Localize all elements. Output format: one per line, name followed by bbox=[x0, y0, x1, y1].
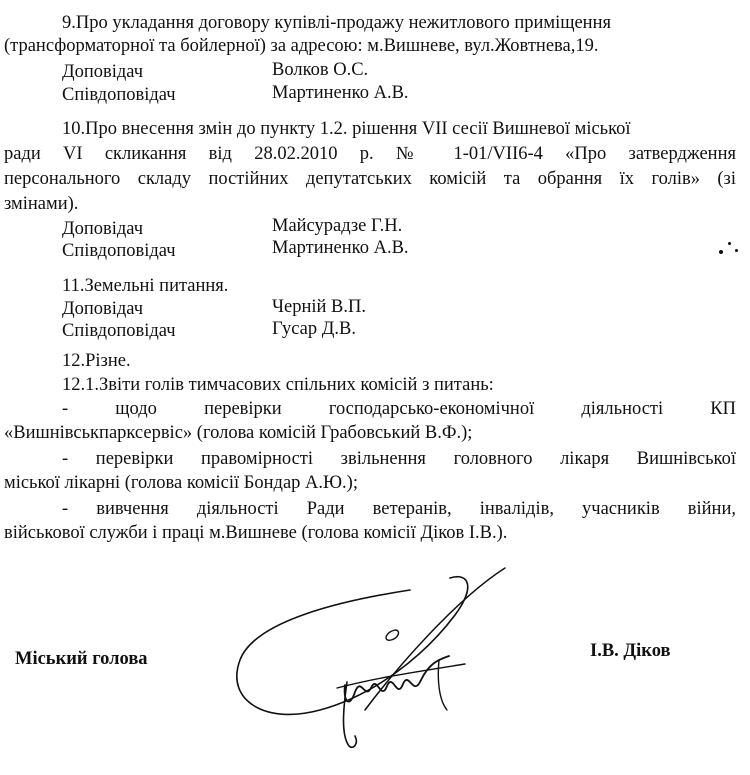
item-10-title-line-2: ради VI скликання від 28.02.2010 р. № 1-01/VII6-4 «Про затвердження bbox=[4, 144, 736, 164]
item-11-title: 11.Земельні питання. bbox=[62, 276, 229, 296]
bullet-2-line-1: - перевірки правомірності звільнення головного лікаря Вишнівської bbox=[62, 449, 736, 469]
signatory-name: І.В. Діков bbox=[590, 641, 671, 661]
scan-speck bbox=[719, 250, 723, 254]
item-10-rapporteur-label: Доповідач bbox=[62, 219, 144, 239]
item-10-corapporteur-label: Співдоповідач bbox=[62, 241, 176, 261]
item-9-title-line-2: (трансформаторної та бойлерної) за адресою: м.Вишневе, вул.Жовтнева,19. bbox=[4, 36, 599, 56]
item-10-title-line-4: змінами). bbox=[4, 194, 79, 214]
item-9-rapporteur: Волков О.С. bbox=[272, 60, 369, 80]
item-11-rapporteur-label: Доповідач bbox=[62, 299, 144, 319]
item-10-rapporteur: Майсурадзе Г.Н. bbox=[272, 216, 403, 236]
item-12-title: 12.Різне. bbox=[62, 351, 131, 371]
item-9-corapporteur-label: Співдоповідач bbox=[62, 85, 176, 105]
scan-speck bbox=[728, 242, 731, 245]
item-10-corapporteur: Мартиненко А.В. bbox=[272, 238, 409, 258]
bullet-2-line-2: міської лікарні (голова комісії Бондар А.Ю.); bbox=[4, 473, 358, 493]
bullet-1-line-2: «Вишнівськпарксервіс» (голова комісій Грабовський В.Ф.); bbox=[4, 423, 473, 443]
item-11-corapporteur: Гусар Д.В. bbox=[272, 319, 356, 339]
signatory-position: Міський голова bbox=[15, 649, 148, 669]
item-9-corapporteur: Мартиненко А.В. bbox=[272, 83, 409, 103]
item-11-corapporteur-label: Співдоповідач bbox=[62, 321, 176, 341]
item-12-1-title: 12.1.Звіти голів тимчасових спільних комісій з питань: bbox=[62, 375, 494, 395]
item-9-title-line-1: 9.Про укладання договору купівлі-продажу нежитлового приміщення bbox=[62, 13, 611, 33]
item-10-title-line-3: персонального складу постійних депутатських комісій та обрання їх голів» (зі bbox=[4, 169, 736, 189]
bullet-1-line-1: - щодо перевірки господарсько-економічної діяльності КП bbox=[62, 399, 736, 419]
item-9-rapporteur-label: Доповідач bbox=[62, 62, 144, 82]
item-10-title-line-1: 10.Про внесення змін до пункту 1.2. рішення VII сесії Вишневої міської bbox=[62, 119, 631, 139]
item-11-rapporteur: Черній В.П. bbox=[272, 297, 366, 317]
scan-speck bbox=[735, 249, 738, 252]
bullet-3-line-2: військової служби і праці м.Вишневе (голова комісії Діков І.В.). bbox=[4, 523, 508, 543]
handwritten-signature bbox=[225, 560, 515, 765]
bullet-3-line-1: - вивчення діяльності Ради ветеранів, інвалідів, учасників війни, bbox=[62, 499, 736, 519]
